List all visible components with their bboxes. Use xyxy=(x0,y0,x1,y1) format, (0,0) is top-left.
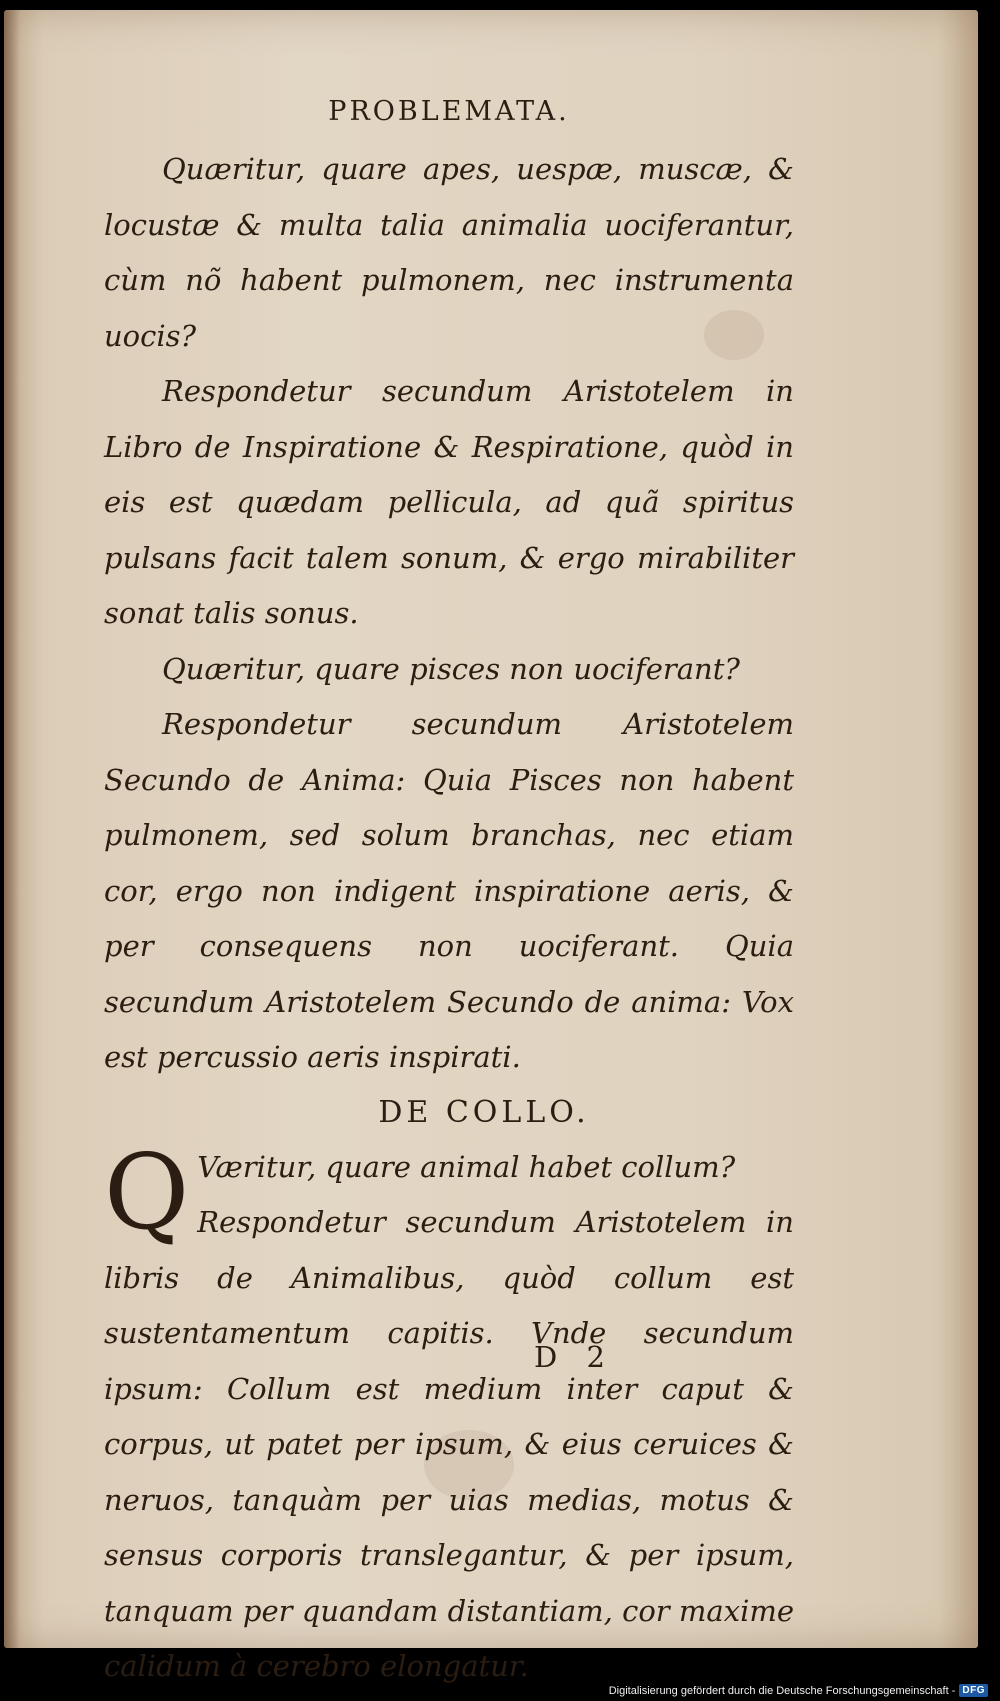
paragraph: Respondetur secundum Aristotelem in libris de Animalibus, quòd collum est sustentamentum capitis. Vnde secundum ipsum: Collum est medium inter caput & corpus, ut patet per ipsum, & eius ceruices & neruos, tanquàm per uias medias, motus & sensus corporis translegantur, & per ipsum, tanquam per quandam distantiam, cor maxime calidum à cerebro elongatur. xyxy=(104,1205,794,1683)
page-binding-shadow xyxy=(4,10,20,1648)
paragraph: Quæritur, quare apes, uespæ, muscæ, & locustæ & multa talia animalia uociferantur, cùm nõ habent pulmonem, nec instrumenta uocis? xyxy=(104,152,794,353)
drop-cap-paragraph xyxy=(104,1130,794,1695)
section-title: DE COLLO. xyxy=(378,1094,590,1130)
signature-mark: D 2 xyxy=(534,1340,615,1374)
book-page xyxy=(4,10,978,1683)
credit-text: Digitalisierung gefördert durch die Deutsche Forschungsgemeinschaft - xyxy=(608,1684,956,1697)
dfg-logo: DFG xyxy=(959,1684,988,1697)
drop-cap-paragraph-text: Væritur, quare animal habet collum? xyxy=(197,1149,736,1184)
digitization-credit xyxy=(609,1684,988,1697)
paragraph: Respondetur secundum Aristotelem Secundo de Anima: Quia Pisces non habent pulmonem, sed solum branchas, nec etiam cor, ergo non indigent inspiratione aeris, & per consequens non uociferant. Quia secundum Aristotelem Secundo de anima: Vox est percussio aeris inspirati. xyxy=(104,707,794,1074)
drop-cap-initial: Q xyxy=(104,1130,190,1253)
text-block xyxy=(104,92,794,1695)
paragraph: Respondetur secundum Aristotelem in Libro de Inspiratione & Respiratione, quòd in eis est quædam pellicula, ad quã spiritus pulsans facit talem sonum, & ergo mirabiliter sonat talis sonus. xyxy=(104,374,794,630)
running-head: PROBLEMATA. xyxy=(328,96,570,127)
paragraph: Quæritur, quare pisces non uociferant? xyxy=(162,651,740,686)
